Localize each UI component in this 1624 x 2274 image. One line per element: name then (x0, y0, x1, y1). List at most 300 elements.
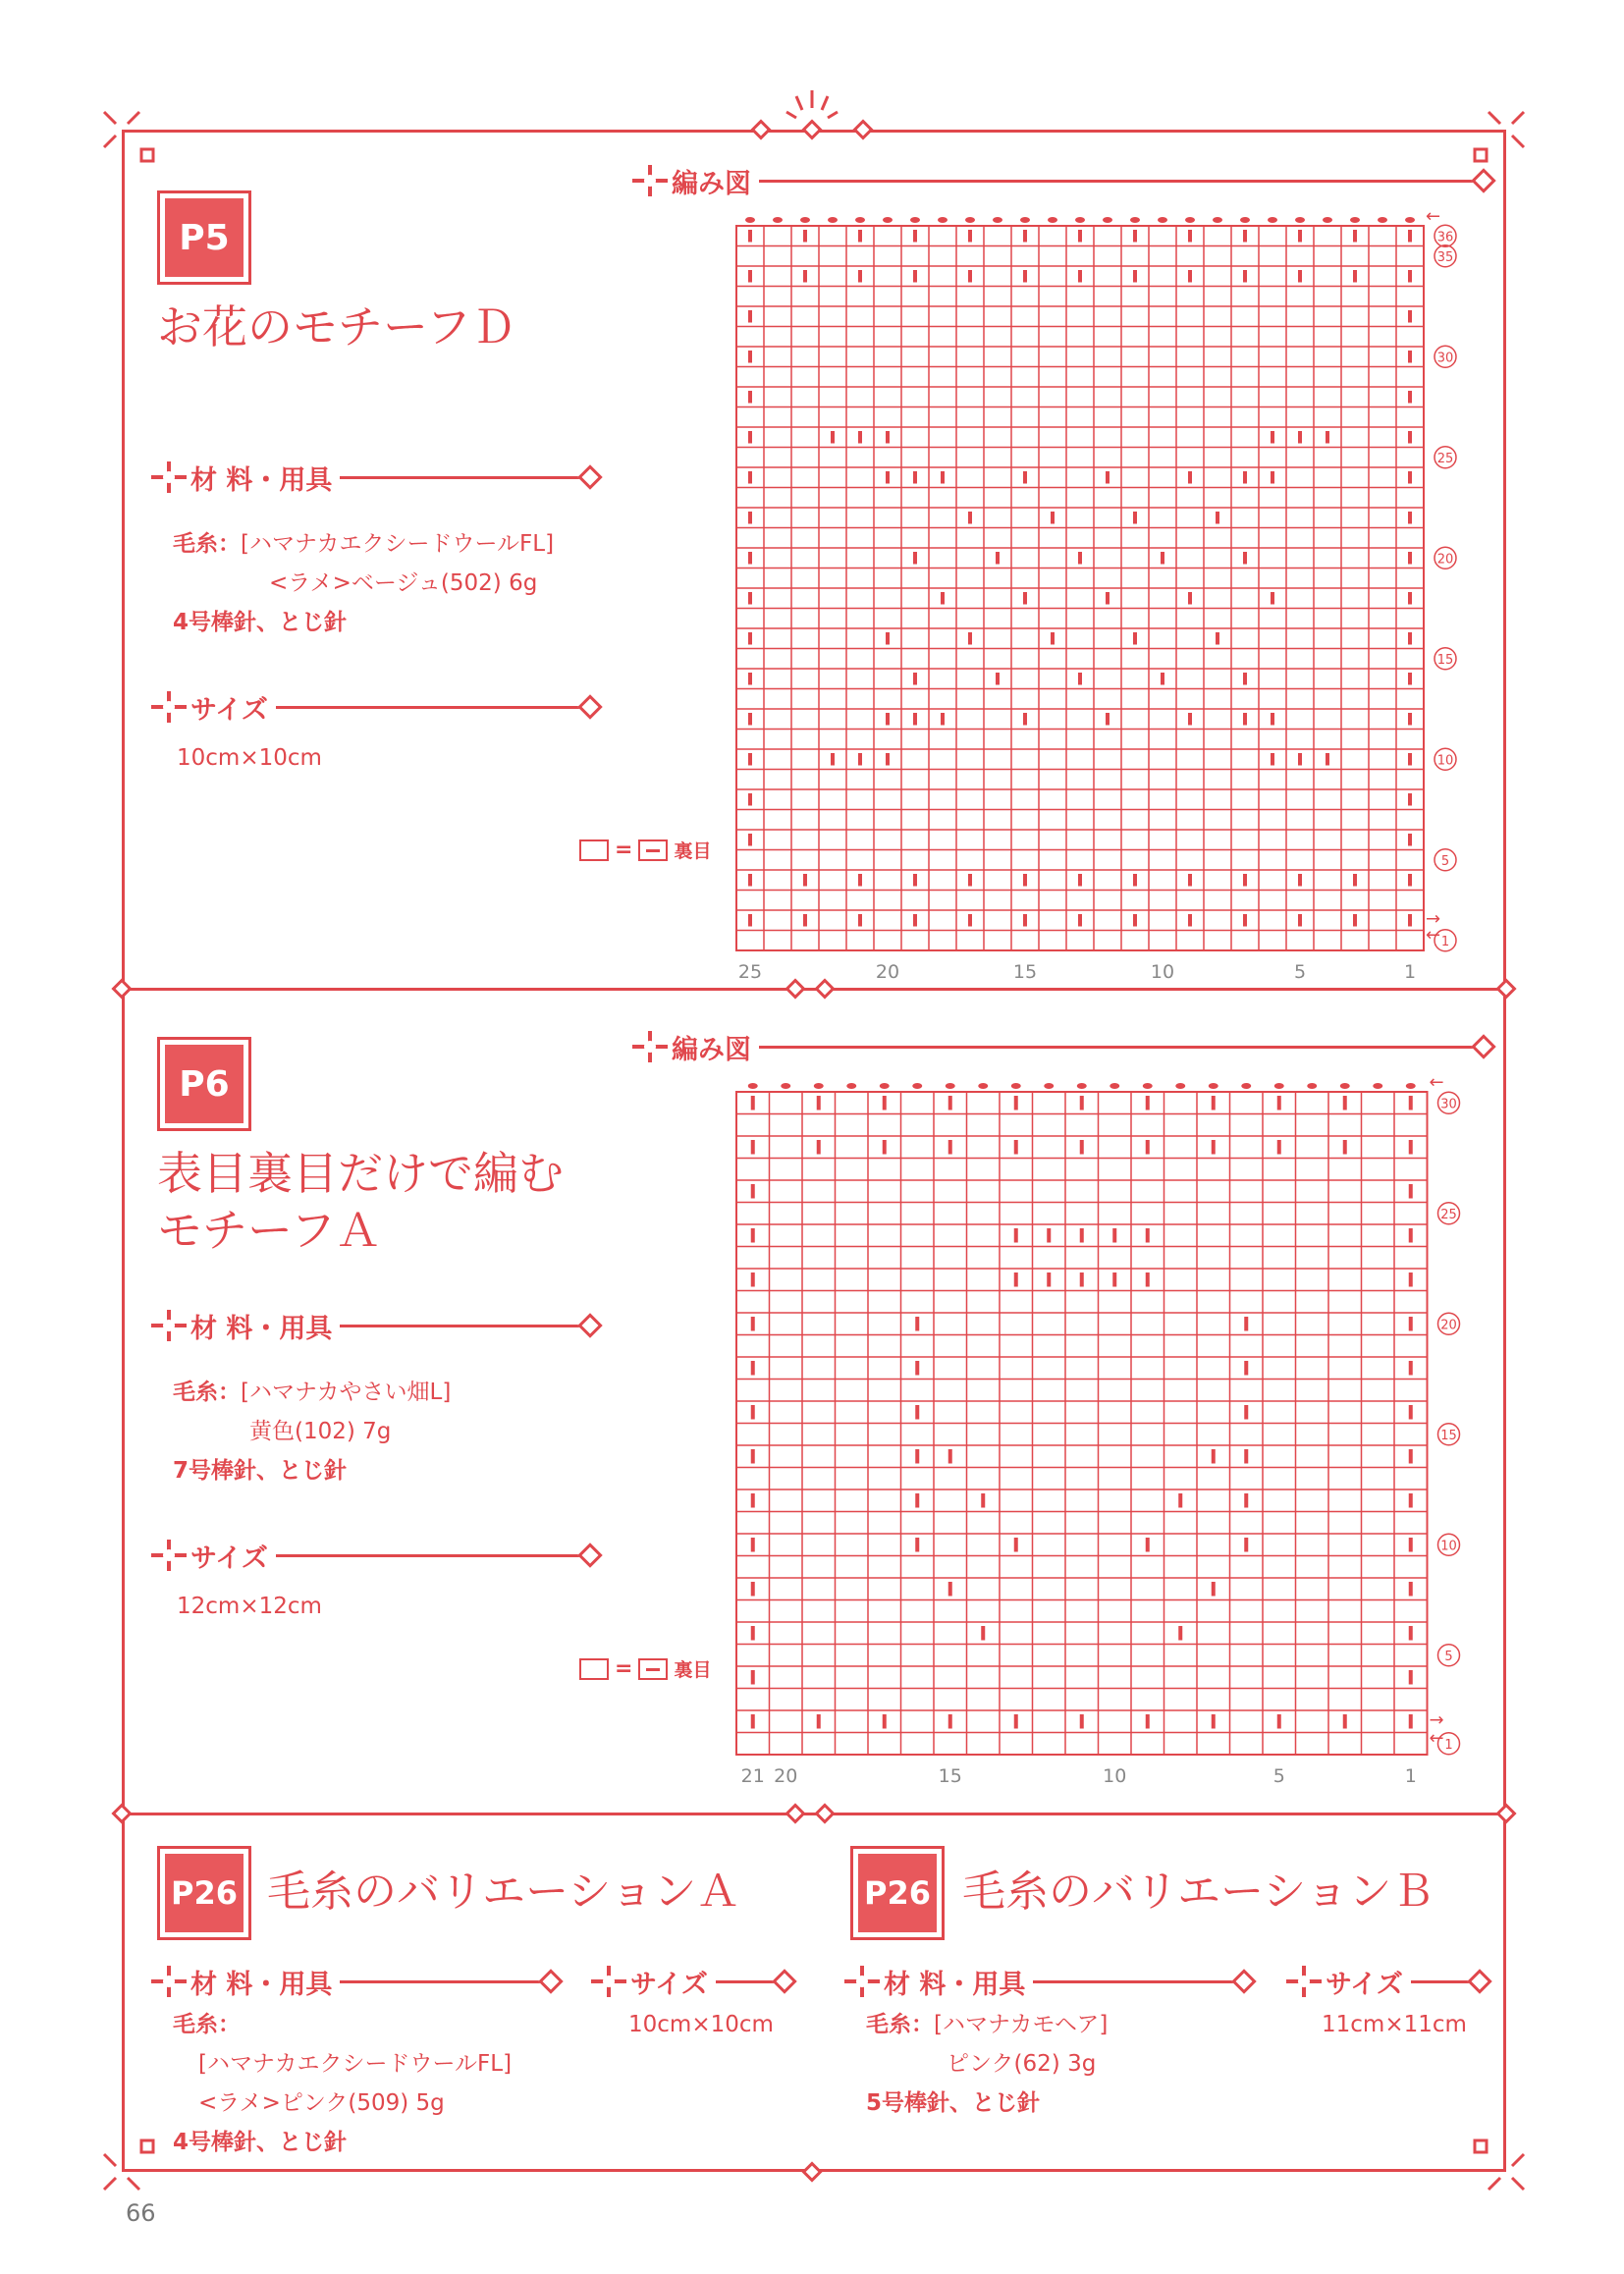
needles: 4号棒針、とじ針 (173, 2130, 348, 2155)
purl-mark (981, 1626, 985, 1641)
p5-size: 10cm×10cm (177, 745, 322, 771)
purl-mark (1298, 914, 1302, 927)
purl-mark (1023, 270, 1027, 283)
purl-mark (751, 1140, 755, 1155)
yarn-label: 毛糸： (173, 1380, 241, 1405)
purl-mark (1023, 592, 1027, 605)
svg-text:10: 10 (1440, 1539, 1457, 1554)
yarn-label: 毛糸： (173, 531, 241, 557)
col-label: 10 (1150, 961, 1175, 983)
legend-label: 裏目 (674, 1659, 712, 1681)
chart-grid (736, 1092, 1428, 1755)
purl-mark (948, 1449, 952, 1464)
purl-mark (1243, 673, 1247, 685)
bindoff-dot (1295, 217, 1305, 223)
purl-mark (1133, 230, 1137, 243)
yarn-color: ピンク(62) 3g (947, 2051, 1097, 2077)
purl-mark (751, 1317, 755, 1331)
purl-mark (1014, 1096, 1018, 1110)
title-line: お花のモチーフＤ (157, 300, 516, 353)
purl-mark (751, 1184, 755, 1199)
p5-badge (157, 190, 251, 285)
svg-text:30: 30 (1436, 351, 1454, 366)
purl-mark (968, 230, 972, 243)
svg-text:1: 1 (1444, 1737, 1453, 1753)
purl-mark (1409, 1538, 1413, 1552)
bindoff-dot (1213, 217, 1222, 223)
purl-mark (915, 1361, 919, 1376)
col-label: 1 (1403, 961, 1417, 983)
sparkle-icon (147, 1536, 190, 1575)
purl-mark (913, 471, 917, 484)
purl-mark (1080, 1228, 1084, 1243)
row-label (1435, 748, 1456, 770)
purl-mark (1212, 1096, 1216, 1110)
heading-text: サイズ (190, 694, 268, 726)
purl-mark (1146, 1096, 1150, 1110)
p5-chart-heading (628, 161, 1492, 200)
purl-mark (1188, 592, 1192, 605)
purl-mark (1078, 270, 1082, 283)
purl-mark (1244, 1538, 1248, 1552)
col-label: 1 (1404, 1765, 1417, 1787)
purl-mark (858, 753, 862, 766)
p5-materials-text (173, 524, 554, 642)
sparkle-icon (628, 161, 672, 200)
purl-mark (996, 552, 1000, 565)
purl-mark (1271, 592, 1274, 605)
p6-title (157, 1145, 564, 1259)
purl-mark (1343, 1714, 1347, 1729)
purl-mark (1133, 512, 1137, 524)
p26b-title: 毛糸のバリエーションＢ (962, 1867, 1435, 1917)
row-label (1438, 1645, 1460, 1666)
purl-mark (968, 270, 972, 283)
bindoff-dot (1020, 217, 1030, 223)
bindoff-dot (748, 1083, 758, 1089)
purl-mark (1271, 713, 1274, 726)
purl-mark (968, 874, 972, 887)
yarn-color: 黄色(102) 7g (249, 1419, 392, 1444)
purl-mark (1409, 1272, 1413, 1287)
purl-mark (1326, 431, 1329, 444)
title-line: 表目裏目だけで編む (157, 1147, 564, 1200)
purl-mark (1326, 753, 1329, 766)
badge-label: P26 (858, 1854, 937, 1932)
purl-mark (1277, 1714, 1281, 1729)
bindoff-dot (1241, 1083, 1251, 1089)
purl-mark (1188, 471, 1192, 484)
purl-mark (886, 713, 890, 726)
purl-mark (803, 230, 807, 243)
page-number: 66 (126, 2199, 156, 2227)
purl-mark (751, 1361, 755, 1376)
bindoff-dot (993, 217, 1002, 223)
p6-materials-text (173, 1373, 451, 1490)
purl-mark (1408, 512, 1412, 524)
yarn-brand: [ハマナカモヘア] (934, 2012, 1109, 2037)
purl-mark (1106, 713, 1110, 726)
purl-symbol (638, 1658, 668, 1680)
purl-mark (751, 1493, 755, 1508)
purl-mark (1023, 914, 1027, 927)
purl-mark (968, 512, 972, 524)
bindoff-dot (1011, 1083, 1021, 1089)
p26b-badge (850, 1846, 945, 1940)
purl-mark (1409, 1096, 1413, 1110)
bindoff-dot (938, 217, 947, 223)
purl-mark (748, 713, 752, 726)
purl-mark (941, 471, 945, 484)
purl-mark (886, 753, 890, 766)
bindoff-dot (1110, 1083, 1119, 1089)
purl-mark (1408, 914, 1412, 927)
svg-text:20: 20 (1440, 1318, 1457, 1333)
purl-mark (1023, 471, 1027, 484)
p5-materials-heading (147, 458, 599, 497)
svg-text:15: 15 (1436, 652, 1454, 668)
bindoff-dot (745, 217, 755, 223)
bindoff-dot (1274, 1083, 1284, 1089)
purl-mark (1408, 230, 1412, 243)
purl-mark (1409, 1228, 1413, 1243)
bindoff-dot (1044, 1083, 1054, 1089)
badge-label: P6 (165, 1045, 244, 1123)
purl-mark (748, 471, 752, 484)
purl-mark (751, 1096, 755, 1110)
purl-mark (968, 914, 972, 927)
purl-mark (748, 270, 752, 283)
purl-mark (748, 914, 752, 927)
heading-text: 材 料・用具 (190, 464, 333, 496)
purl-mark (1051, 512, 1055, 524)
purl-mark (1080, 1714, 1084, 1729)
svg-text:1: 1 (1440, 934, 1450, 949)
sparkle-icon (147, 687, 190, 727)
purl-mark (1409, 1140, 1413, 1155)
col-label: 15 (938, 1765, 962, 1787)
row-label (1435, 245, 1456, 267)
p6-size-heading (147, 1536, 599, 1575)
p5-size-heading (147, 687, 599, 727)
purl-mark (1161, 673, 1164, 685)
purl-mark (1188, 914, 1192, 927)
bindoff-dot (1130, 217, 1140, 223)
purl-mark (948, 1096, 952, 1110)
purl-mark (1408, 431, 1412, 444)
purl-mark (1014, 1272, 1018, 1287)
bindoff-dot (846, 1083, 856, 1089)
bindoff-dot (800, 217, 810, 223)
purl-mark (948, 1582, 952, 1597)
yarn-color: <ラメ>ベージュ(502) 6g (269, 570, 538, 596)
title-line: モチーフＡ (157, 1204, 381, 1257)
purl-mark (915, 1405, 919, 1420)
p26b-size-heading (1282, 1962, 1489, 2001)
row-label (1435, 547, 1456, 568)
purl-mark (1106, 592, 1110, 605)
badge-label: P26 (165, 1854, 244, 1932)
purl-mark (1271, 431, 1274, 444)
purl-mark (1343, 1140, 1347, 1155)
purl-mark (1080, 1272, 1084, 1287)
bindoff-dot (1350, 217, 1360, 223)
purl-mark (1408, 471, 1412, 484)
purl-mark (858, 230, 862, 243)
p26b-size: 11cm×11cm (1322, 2012, 1467, 2037)
heading-text: 材 料・用具 (190, 1313, 333, 1344)
purl-mark (1112, 1272, 1116, 1287)
svg-text:5: 5 (1444, 1649, 1453, 1664)
needles: 5号棒針、とじ針 (866, 2090, 1041, 2116)
purl-mark (948, 1714, 952, 1729)
purl-mark (913, 673, 917, 685)
purl-mark (915, 1493, 919, 1508)
purl-mark (1178, 1493, 1182, 1508)
svg-text:5: 5 (1440, 853, 1450, 869)
purl-mark (748, 592, 752, 605)
svg-text:15: 15 (1440, 1428, 1457, 1443)
purl-mark (1409, 1582, 1413, 1597)
purl-mark (1243, 713, 1247, 726)
purl-mark (1244, 1405, 1248, 1420)
p6-legend: = 裏目 (579, 1655, 711, 1682)
purl-mark (858, 874, 862, 887)
bindoff-dot (1209, 1083, 1218, 1089)
p26a-title: 毛糸のバリエーションＡ (267, 1867, 740, 1917)
purl-mark (1212, 1449, 1216, 1464)
bindoff-dot (1143, 1083, 1153, 1089)
yarn-label: 毛糸： (173, 2012, 241, 2037)
sparkle-icon (840, 1962, 884, 2001)
purl-mark (1408, 310, 1412, 323)
purl-mark (751, 1405, 755, 1420)
purl-mark (1244, 1493, 1248, 1508)
p6-size: 12cm×12cm (177, 1594, 322, 1619)
purl-mark (915, 1538, 919, 1552)
legend-label: 裏目 (674, 840, 712, 862)
purl-mark (1408, 673, 1412, 685)
purl-mark (1014, 1714, 1018, 1729)
bindoff-dot (910, 217, 920, 223)
purl-mark (1112, 1228, 1116, 1243)
purl-mark (748, 230, 752, 243)
p26a-materials-text (173, 2005, 512, 2162)
sparkle-icon (628, 1027, 672, 1066)
sparkle-icon (587, 1962, 630, 2001)
bindoff-dot (1240, 217, 1250, 223)
p26a-materials-heading (147, 1962, 560, 2001)
purl-mark (1078, 914, 1082, 927)
col-label: 21 (740, 1765, 765, 1787)
chart-grid (736, 226, 1424, 950)
purl-mark (1146, 1714, 1150, 1729)
purl-mark (751, 1582, 755, 1597)
purl-mark (1078, 230, 1082, 243)
direction-arrow-icon: ← (1429, 1072, 1444, 1093)
purl-mark (886, 632, 890, 645)
purl-mark (913, 230, 917, 243)
purl-mark (748, 391, 752, 404)
purl-mark (1408, 632, 1412, 645)
heading-text: サイズ (190, 1543, 268, 1574)
heading-text: 編み図 (672, 168, 751, 199)
yarn-label: 毛糸： (866, 2012, 934, 2037)
row-label (1435, 849, 1456, 871)
purl-mark (1408, 834, 1412, 846)
purl-mark (1178, 1626, 1182, 1641)
purl-symbol (638, 839, 668, 861)
purl-mark (1161, 552, 1164, 565)
purl-mark (941, 713, 945, 726)
row-label (1435, 225, 1456, 246)
bindoff-dot (1323, 217, 1332, 223)
p6-chart-heading (628, 1027, 1492, 1066)
purl-mark (1408, 592, 1412, 605)
purl-mark (1409, 1626, 1413, 1641)
purl-mark (1133, 874, 1137, 887)
purl-mark (981, 1493, 985, 1508)
purl-mark (1133, 270, 1137, 283)
heading-text: 材 料・用具 (884, 1969, 1026, 2000)
purl-mark (748, 552, 752, 565)
purl-mark (751, 1272, 755, 1287)
svg-text:10: 10 (1436, 753, 1454, 769)
heading-text: サイズ (1326, 1969, 1403, 2000)
purl-mark (1409, 1361, 1413, 1376)
row-label (1438, 1092, 1460, 1113)
svg-text:20: 20 (1436, 552, 1454, 568)
p5-legend: = 裏目 (579, 837, 711, 863)
p26a-badge (157, 1846, 251, 1940)
purl-mark (1014, 1228, 1018, 1243)
purl-mark (1051, 632, 1055, 645)
bindoff-dot (946, 1083, 955, 1089)
bindoff-dot (1175, 1083, 1185, 1089)
yarn-brand: [ハマナカエクシードウールFL] (241, 531, 555, 557)
purl-mark (886, 471, 890, 484)
purl-mark (1408, 713, 1412, 726)
bindoff-dot (1048, 217, 1057, 223)
bindoff-dot (1340, 1083, 1350, 1089)
purl-mark (1408, 351, 1412, 363)
purl-mark (1298, 431, 1302, 444)
bindoff-dot (880, 1083, 890, 1089)
col-label: 25 (737, 961, 763, 983)
purl-mark (817, 1096, 821, 1110)
purl-mark (1243, 874, 1247, 887)
purl-mark (1353, 230, 1357, 243)
bindoff-dot (883, 217, 893, 223)
direction-arrow-icon: → (1426, 908, 1441, 930)
purl-mark (883, 1140, 887, 1155)
yarn-brand: [ハマナカエクシードウールFL] (198, 2051, 513, 2077)
purl-mark (1298, 230, 1302, 243)
purl-mark (1188, 874, 1192, 887)
purl-mark (817, 1714, 821, 1729)
bindoff-dot (773, 217, 783, 223)
purl-mark (1298, 874, 1302, 887)
purl-mark (751, 1538, 755, 1552)
purl-mark (1023, 874, 1027, 887)
bindoff-dot (912, 1083, 922, 1089)
yarn-brand: [ハマナカやさい畑L] (241, 1380, 452, 1405)
purl-mark (803, 270, 807, 283)
heading-text: 編み図 (672, 1034, 751, 1065)
purl-mark (817, 1140, 821, 1155)
purl-mark (748, 874, 752, 887)
purl-mark (1133, 914, 1137, 927)
purl-mark (1298, 753, 1302, 766)
purl-mark (858, 270, 862, 283)
purl-mark (748, 351, 752, 363)
bindoff-dot (1405, 217, 1415, 223)
purl-mark (1409, 1493, 1413, 1508)
purl-mark (1212, 1714, 1216, 1729)
svg-text:25: 25 (1436, 451, 1454, 466)
col-label: 10 (1103, 1765, 1127, 1787)
purl-mark (1408, 552, 1412, 565)
purl-mark (1244, 1361, 1248, 1376)
purl-mark (1146, 1140, 1150, 1155)
purl-mark (803, 914, 807, 927)
purl-mark (968, 632, 972, 645)
purl-mark (1408, 270, 1412, 283)
purl-mark (1243, 270, 1247, 283)
bindoff-dot (1373, 1083, 1382, 1089)
purl-mark (913, 713, 917, 726)
purl-mark (1146, 1538, 1150, 1552)
col-label: 20 (774, 1765, 798, 1787)
bindoff-dot (1075, 217, 1085, 223)
purl-mark (1343, 1096, 1347, 1110)
purl-mark (913, 914, 917, 927)
purl-mark (748, 793, 752, 806)
p5-knitting-chart (736, 206, 1512, 983)
purl-mark (1080, 1140, 1084, 1155)
purl-mark (1243, 552, 1247, 565)
purl-mark (803, 874, 807, 887)
purl-mark (1216, 632, 1219, 645)
purl-mark (1243, 471, 1247, 484)
bindoff-dot (855, 217, 865, 223)
p5-title (157, 298, 516, 355)
purl-mark (1244, 1317, 1248, 1331)
bindoff-dot (1406, 1083, 1416, 1089)
sparkle-icon (147, 1306, 190, 1345)
purl-mark (751, 1626, 755, 1641)
needles: 4号棒針、とじ針 (173, 610, 348, 635)
svg-text:36: 36 (1436, 230, 1454, 245)
purl-mark (1409, 1714, 1413, 1729)
purl-mark (751, 1714, 755, 1729)
row-label (1438, 1203, 1460, 1224)
purl-mark (1146, 1272, 1150, 1287)
direction-arrow-icon: ← (1426, 206, 1441, 227)
row-label (1435, 447, 1456, 468)
purl-mark (1146, 1228, 1150, 1243)
heading-text: サイズ (630, 1969, 708, 2000)
bindoff-dot (1158, 217, 1167, 223)
purl-mark (1106, 471, 1110, 484)
bindoff-dot (814, 1083, 824, 1089)
purl-mark (751, 1228, 755, 1243)
purl-mark (1408, 753, 1412, 766)
purl-mark (913, 874, 917, 887)
bindoff-dot (828, 217, 838, 223)
p6-materials-heading (147, 1306, 599, 1345)
purl-mark (1080, 1096, 1084, 1110)
